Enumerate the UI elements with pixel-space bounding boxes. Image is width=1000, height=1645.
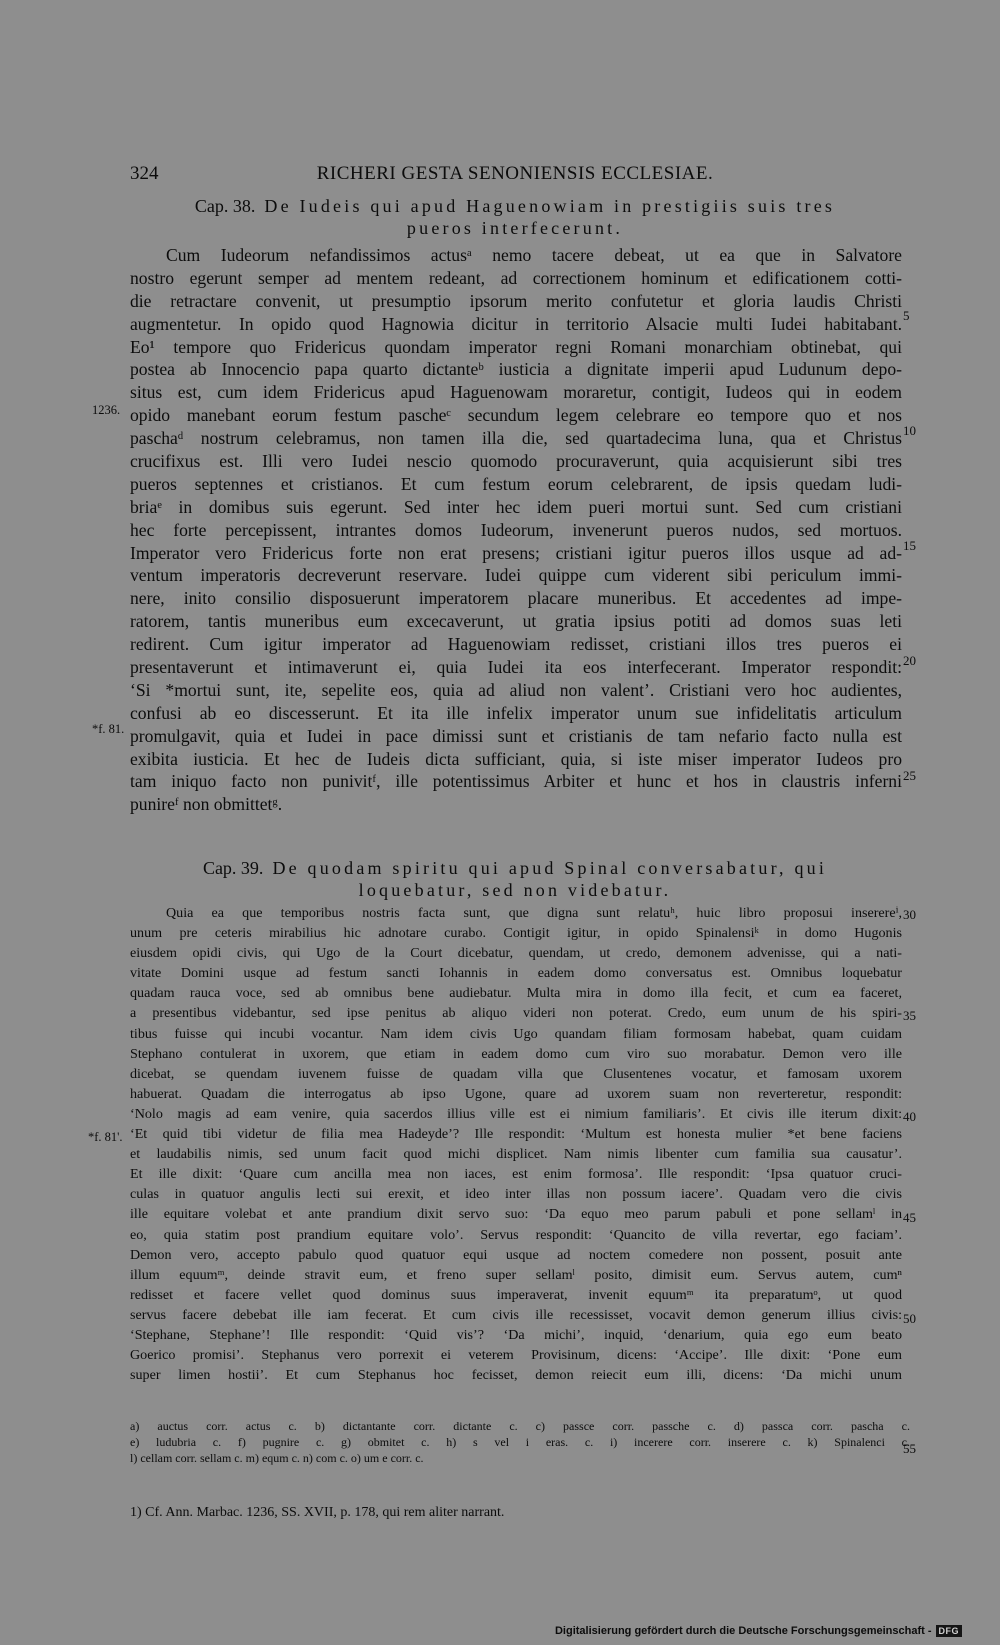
text-line: Imperator vero Fridericus forte non erat presens; cristiani igitur pueros illos usque ad ad-: [130, 542, 902, 563]
dfg-logo: DFG: [936, 1625, 963, 1637]
line-number: 35: [903, 1008, 916, 1023]
text-line: redisset et facere vellet quod dominus suus imperaverat, invenit equumᵐ ita preparatumᵒ, ut quod: [130, 1286, 902, 1303]
cap39-number: Cap. 39.: [202, 858, 264, 878]
text-line: dicebat, se quendam iuvenem fuisse de quadam villa que Clusentenes vocatur, et famosam uxorem: [130, 1065, 902, 1082]
text-line: presentaverunt et intimaverunt ei, quia Iudei ita eos interfecerant. Imperator respondit:: [130, 657, 902, 678]
folio-mark: *f. 81.: [92, 722, 125, 736]
text-line: postea ab Innocencio papa quarto dictanteᵇ iusticia a dignitate imperii apud Ludunum depo-: [130, 359, 902, 380]
text-line: exibita iusticia. Et hec de Iudeis dicta sufficiant, quia, si iste miser imperator Iudeos pro: [130, 748, 902, 769]
text-line: redirent. Cum igitur imperator ad Haguenowiam redisset, cristiani illos tres pueros ei: [130, 634, 902, 655]
cap39-heading-line1: De quodam spiritu qui apud Spinal conversabatur, qui: [272, 858, 828, 878]
text-line: servus facere debebat ille iam fecerat. Et cum civis ille recessisset, vocavit demon generum illius civis:: [130, 1306, 902, 1323]
digitization-footer: [555, 1625, 962, 1637]
line-number: 25: [903, 768, 916, 783]
line-number: 40: [903, 1109, 916, 1124]
footnote-line: a) auctus corr. actus c. b) dictantante corr. dictante c. c) passce corr. passche c. d) passca corr. pascha c.: [130, 1419, 910, 1433]
text-line: Stephano contulerat in uxorem, que etiam in eadem domo cum viro suo morabatur. Demon vero ille: [130, 1045, 902, 1062]
text-line: augmentetur. In opido quod Hagnowia dicitur in territorio Alsacie multi Iudei habitabant.: [130, 313, 902, 334]
cap39-heading-line2: loquebatur, sed non videbatur.: [358, 880, 672, 900]
text-line: pueros septennes et cristianos. Et cum festum eorum celebrarent, de ipsis quedam ludi-: [130, 473, 902, 494]
line-number: 15: [903, 538, 916, 553]
running-title: RICHERI GESTA SENONIENSIS ECCLESIAE.: [316, 163, 714, 184]
text-line: eiusdem opidi civis, qui Ugo de la Court dicebatur, quendam, ut credo, demonem advenisse, qui a nati-: [130, 945, 902, 962]
text-line: vitate Domini usque ad festum sancti Iohannis in eadem domo conversatus est. Omnibus loquebatur: [130, 965, 902, 982]
text-line: tam iniquo facto non punivitᶠ, ille potentissimus Arbiter et hunc et hos in claustris inferni: [130, 771, 902, 792]
footer-text: Digitalisierung gefördert durch die Deutsche Forschungsgemeinschaft -: [554, 1625, 932, 1637]
text-line: ille equitare volebat et ante prandium dixit servo suo: ‘Da equo meo parum pabuli et pone sellamˡ in: [130, 1206, 902, 1223]
text-line: hec forte percepissent, intrantes domos Iudeorum, invenerunt pueros nudos, sed mortuos.: [130, 519, 902, 540]
text-line: confusi ab eo discesserunt. Et ita ille infelix imperator unum sue infidelitatis articulum: [130, 702, 902, 723]
text-line: eo, quia statim post prandium equitare volo’. Servus respondit: ‘Quancito de villa revertar, ego faciam’.: [130, 1226, 902, 1243]
cap38-body: [130, 244, 902, 816]
text-line: briaᵉ in domibus suis egerunt. Sed inter hec idem pueri mortui sunt. Sed cum cristiani: [130, 496, 902, 517]
line-number: 5: [903, 308, 910, 323]
text-line: tibus fuisse qui incubi vocantur. Nam idem civis Ugo quandam filiam formosam habebat, quam cuidam: [130, 1025, 902, 1042]
text-line: et laudabilis nimis, sed unum facit quod michi displicet. Nam nimis libenter cum familia sua causatur’.: [130, 1146, 902, 1163]
text-line: ventum imperatoris decreverunt reservare. Iudei quippe cum viderent sibi periculum immi-: [130, 565, 902, 586]
cap38-title: [130, 195, 900, 239]
page-number: 324: [130, 163, 159, 184]
text-line: ‘Stephane, Stephane’! Ille respondit: ‘Quid vis’? ‘Da michi’, inquid, ‘denarium, quia ego eum beato: [130, 1326, 902, 1343]
cap38-number: Cap. 38.: [194, 196, 256, 216]
line-number: 45: [903, 1210, 916, 1225]
text-line: illum equumᵐ, deinde stravit eum, et freno super sellamˡ posito, dimisit eum. Servus autem, cumⁿ: [130, 1266, 902, 1283]
text-line: Cum Iudeorum nefandissimos actusᵃ nemo tacere debeat, ut ea que in Salvatore: [166, 245, 902, 265]
text-line: Demon vero, accepto pabulo quod quatuor equi usque ad noctem comedere non possent, posuit ante: [130, 1246, 902, 1263]
text-line: super limen hostii’. Et cum Stephanus hoc fecisset, demon reiecit eum illi, dicens: ‘Da michi unum: [130, 1367, 902, 1384]
text-line: ratorem, tantis muneribus eum excecaverunt, ut gratia ipsius potiti ad domos suas leti: [130, 611, 902, 632]
line-number: 50: [903, 1311, 916, 1326]
line-number: 20: [903, 653, 916, 668]
cap38-heading-line1: De Iudeis qui apud Haguenowiam in prestigiis suis tres: [264, 196, 836, 216]
text-line: Eo¹ tempore quo Fridericus quondam imperator regni Romani monarchiam obtinebat, qui: [130, 336, 902, 357]
line-number: 55: [903, 1441, 916, 1456]
text-line: nostro egerunt semper ad mentem redeant, ad correctionem hominum et edificationem cotti-: [130, 267, 902, 288]
text-line: ‘Et quid tibi videtur de filia mea Hadeyde’? Ille respondit: ‘Multum est honesta mulier *et bene faciens: [130, 1126, 902, 1143]
margin-year: 1236.: [92, 403, 121, 417]
footnote-line: e) ludubria c. f) pugnire c. g) obmitet c. h) s vel i eras. c. i) incerere corr. inserere c. k) Spinalenci c.: [130, 1435, 910, 1449]
text-line: promulgavit, quia et Iudei in pace dimissi sunt et cristianis de tam nefario facto nulla est: [130, 725, 902, 746]
text-line: ‘Nolo magis ad eam venire, quia sacerdos illius ville est ei nimium familiaris’. Et civis ille iterum dixit:: [130, 1105, 902, 1122]
text-line: situs est, cum idem Fridericus apud Haguenowam moraretur, contigit, Iudeos qui in eodem: [130, 382, 902, 403]
text-line: opido manebant eorum festum pascheᶜ secundum legem celebrare eo tempore quo et nos: [130, 405, 902, 426]
footnote-line: l) cellam corr. sellam c. m) equm c. n) com c. o) um e corr. c.: [130, 1451, 424, 1465]
text-line: punireᶠ non obmittetᵍ.: [130, 794, 283, 815]
text-line: culas in quatuor angulis lecti sui erexit, et ideo inter illas non possum iacere’. Quadam vero die civis: [130, 1186, 902, 1203]
text-line: nere, inito consilio disposuerunt imperatorem placare muneribus. Et accedentes ad impe-: [130, 588, 902, 609]
text-line: Et ille dixit: ‘Quare cum ancilla mea non iaces, est enim formosa’. Ille respondit: ‘Ipsa quatuor cruci-: [130, 1166, 902, 1183]
folio-mark: *f. 81'.: [88, 1130, 123, 1144]
cap38-heading-line2: pueros interfecerunt.: [406, 218, 624, 238]
text-line: ‘Si *mortui sunt, ite, sepelite eos, quia ad aliud non valent’. Cristiani vero hoc audientes,: [130, 679, 902, 700]
line-number: 10: [903, 423, 916, 438]
line-number: 30: [903, 907, 916, 922]
text-line: Quia ea que temporibus nostris facta sunt, que digna sunt relatuʰ, huic libro proposui inserereⁱ,: [166, 905, 902, 921]
text-line: habuerat. Quadam die interrogatus ab ipso Ugone, quare ad uxorem suam non reverteretur, respondit:: [130, 1085, 902, 1102]
cap39-title: [130, 857, 900, 901]
text-line: Goerico promisi’. Stephanus vero porrexit ei veterem Provisinum, dicens: ‘Accipe’. Ille dixit: ‘Pone eum: [130, 1347, 902, 1364]
page-header: [130, 163, 900, 189]
text-line: a presentibus videbantur, sed ipse penitus ab aliquo videri non poterat. Credo, eum unum de his spiri-: [130, 1005, 902, 1022]
apparatus-footnotes: [130, 1418, 910, 1466]
text-line: unum pre ceteris mirabilius hic adnotare curabo. Contigit igitur, in opido Spinalensiᵏ in domo Hugonis: [130, 925, 902, 942]
text-line: paschaᵈ nostrum celebramus, non tamen illa die, sed quartadecima luna, qua et Christus: [130, 428, 902, 449]
source-footnote: 1) Cf. Ann. Marbac. 1236, SS. XVII, p. 178, qui rem aliter narrant.: [130, 1505, 505, 1520]
text-line: crucifixus est. Illi vero Iudei nescio quomodo procuraverunt, quia acquisierunt sibi tres: [130, 451, 902, 472]
text-line: die retractare convenit, ut presumptio ipsorum merito confutetur et gloria laudis Christi: [130, 290, 902, 311]
text-line: quadam rauca voce, sed ab omnibus bene audiebatur. Multa mira in domo illa fecit, et cum ea faceret,: [130, 985, 902, 1002]
cap39-body: [130, 903, 902, 1385]
